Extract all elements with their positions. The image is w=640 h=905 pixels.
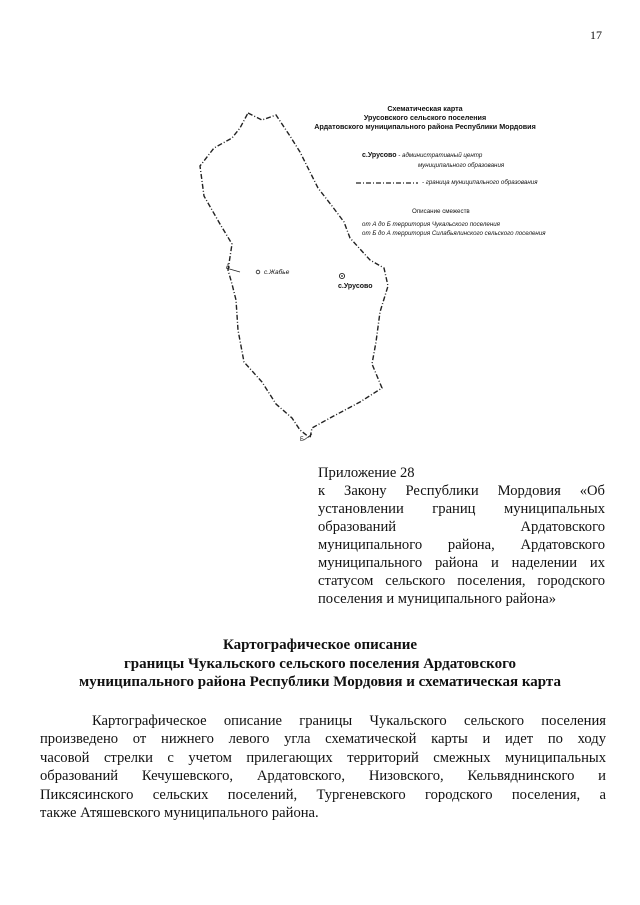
body-line: Пиксясинского сельских поселений, Тургеневского городского поселения, а bbox=[40, 786, 606, 803]
point-a-label: А bbox=[226, 264, 231, 270]
legend-center-name: с.Урусово bbox=[362, 152, 397, 159]
appendix-line: муниципального района, Ардатовского bbox=[318, 537, 605, 553]
legend-border: - граница муниципального образования bbox=[422, 179, 538, 186]
center-label: с.Урусово bbox=[338, 283, 373, 290]
boundary-line bbox=[200, 113, 388, 438]
body-line: часовой стрелки с учетом прилегающих территорий смежных муниципальных bbox=[40, 749, 606, 766]
map-title-line: Схематическая карта bbox=[387, 104, 463, 113]
map-title bbox=[300, 104, 550, 131]
legend-adjacency-1: от А до Б территория Чукальского поселения bbox=[362, 221, 500, 228]
appendix-line: статусом сельского поселения, городского bbox=[318, 573, 605, 589]
village-marker bbox=[256, 270, 260, 274]
heading-line: Картографическое описание bbox=[222, 637, 418, 653]
body-line: также Атяшевского муниципального района. bbox=[40, 805, 319, 822]
appendix-line: образований Ардатовского bbox=[318, 519, 605, 535]
appendix-line: к Закону Республики Мордовия «Об bbox=[318, 483, 605, 499]
appendix-number: Приложение 28 bbox=[318, 465, 415, 481]
map-title-line: Ардатовского муниципального района Республики Мордовия bbox=[314, 122, 536, 131]
appendix-line: поселения и муниципального района» bbox=[318, 591, 557, 607]
legend-center bbox=[362, 152, 482, 160]
village-label: с.Жабье bbox=[264, 269, 290, 276]
legend-center-desc: - административный центр bbox=[398, 152, 483, 159]
appendix-block bbox=[318, 464, 605, 608]
body-line: Картографическое описание границы Чукальского сельского поселения bbox=[92, 713, 606, 729]
legend-center-desc-2: муниципального образования bbox=[418, 162, 505, 169]
page-number: 17 bbox=[590, 28, 602, 42]
point-b-label: Б bbox=[300, 437, 304, 443]
section-heading bbox=[40, 636, 600, 692]
appendix-line: муниципального района и наделении их bbox=[318, 555, 605, 571]
appendix-line: установлении границ муниципальных bbox=[318, 501, 605, 517]
body-line: произведено от нижнего левого угла схематической карты и идет по ходу bbox=[40, 731, 606, 748]
body-line: образований Кечушевского, Ардатовского, Низовского, Кельвяднинского и bbox=[40, 768, 606, 785]
legend-adjacency-title: Описание смежеств bbox=[412, 208, 470, 215]
heading-line: муниципального района Республики Мордовия и схематическая карта bbox=[79, 674, 561, 690]
map-title-line: Урусовского сельского поселения bbox=[363, 113, 487, 122]
heading-line: границы Чукальского сельского поселения Ардатовского bbox=[123, 655, 517, 672]
legend-adjacency-2: от Б до А территория Силабьялинского сельского поселения bbox=[362, 230, 546, 237]
body-paragraph bbox=[40, 712, 606, 822]
